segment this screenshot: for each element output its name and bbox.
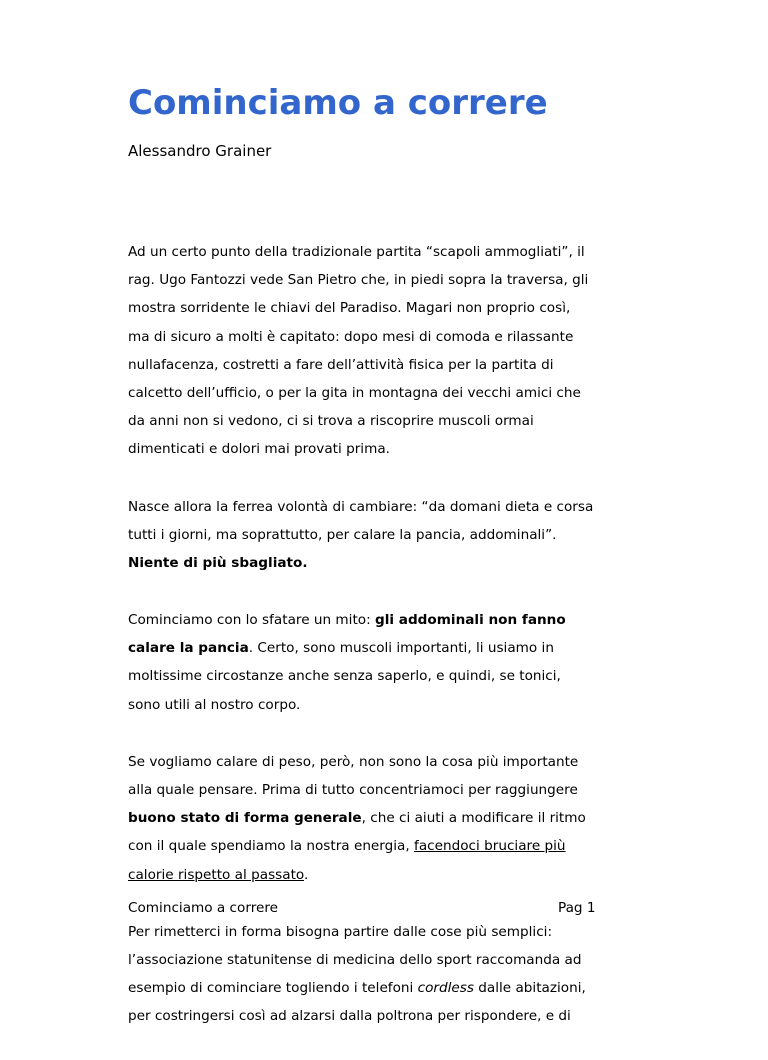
text-line: rag. Ugo Fantozzi vede San Pietro che, in piedi sopra la traversa, gli [128, 272, 589, 289]
text-run: , che ci aiuti a modificare il ritmo [361, 810, 586, 827]
text-run: dalle abitazioni, [473, 980, 586, 997]
bold-run: gli addominali non fanno [375, 612, 566, 629]
text-line: tutti i giorni, ma soprattutto, per calare la pancia, addominali”. [128, 526, 557, 543]
text-line: Ad un certo punto della tradizionale partita “scapoli ammogliati”, il [128, 244, 585, 260]
text-line [128, 606, 608, 634]
bold-run: buono stato di forma generale [128, 810, 362, 827]
text-line: alla quale pensare. Prima di tutto concentriamoci per raggiungere [128, 782, 578, 798]
underlined-run: facendoci bruciare più [414, 838, 566, 855]
text-line: calcetto dell’ufficio, o per la gita in montagna dei vecchi amici che [128, 384, 581, 401]
underlined-run: calorie rispetto al passato [128, 866, 304, 883]
text-line [128, 634, 608, 662]
author-name: Alessandro Grainer [128, 142, 272, 160]
text-line: Se vogliamo calare di peso, però, non sono la cosa più importante [128, 753, 579, 770]
text-run: . [303, 866, 309, 883]
text-line: dimenticati e dolori mai provati prima. [128, 441, 390, 458]
paragraph-4 [128, 748, 608, 889]
text-line: per costringersi così ad alzarsi dalla poltrona per rispondere, e di [128, 1008, 571, 1025]
text-line [128, 832, 608, 860]
text-line: Per rimetterci in forma bisogna partire dalle cose più semplici: [128, 923, 553, 940]
paragraph-2 [128, 493, 608, 578]
text-line [128, 974, 608, 1002]
text-run: esempio di cominciare togliendo i telefoni [128, 980, 418, 997]
text-run: con il quale spendiamo la nostra energia, [128, 838, 415, 855]
bold-run: calare la pancia [128, 640, 249, 657]
text-line: l’associazione statunitense di medicina dello sport raccomanda ad [128, 951, 582, 968]
bold-statement: Niente di più sbagliato. [128, 554, 308, 571]
paragraph-3 [128, 606, 608, 719]
text-run: Cominciamo con lo sfatare un mito: [128, 612, 375, 629]
text-line: da anni non si vedono, ci si trova a riscoprire muscoli ormai [128, 413, 534, 430]
paragraph-1 [128, 238, 608, 464]
text-line: ma di sicuro a molti è capitato: dopo mesi di comoda e rilassante [128, 328, 574, 345]
text-line [128, 861, 608, 889]
text-run: . Certo, sono muscoli importanti, li usiamo in [248, 640, 554, 657]
text-line: moltissime circostanze anche senza saperlo, e quindi, se tonici, [128, 668, 561, 685]
text-line: sono utili al nostro corpo. [128, 696, 301, 713]
document-body [128, 238, 608, 1060]
text-line [128, 804, 608, 832]
document-title: Cominciamo a correre [128, 83, 548, 123]
text-line: Nasce allora la ferrea volontà di cambiare: “da domani dieta e corsa [128, 498, 594, 515]
text-line: nullafacenza, costretti a fare dell’attività fisica per la partita di [128, 356, 554, 373]
text-line: mostra sorridente le chiavi del Paradiso. Magari non proprio così, [128, 300, 571, 317]
footer-title: Cominciamo a correre [128, 900, 279, 916]
page-number: Pag 1 [558, 900, 596, 916]
paragraph-5 [128, 918, 608, 1031]
italic-run: cordless [417, 980, 474, 997]
